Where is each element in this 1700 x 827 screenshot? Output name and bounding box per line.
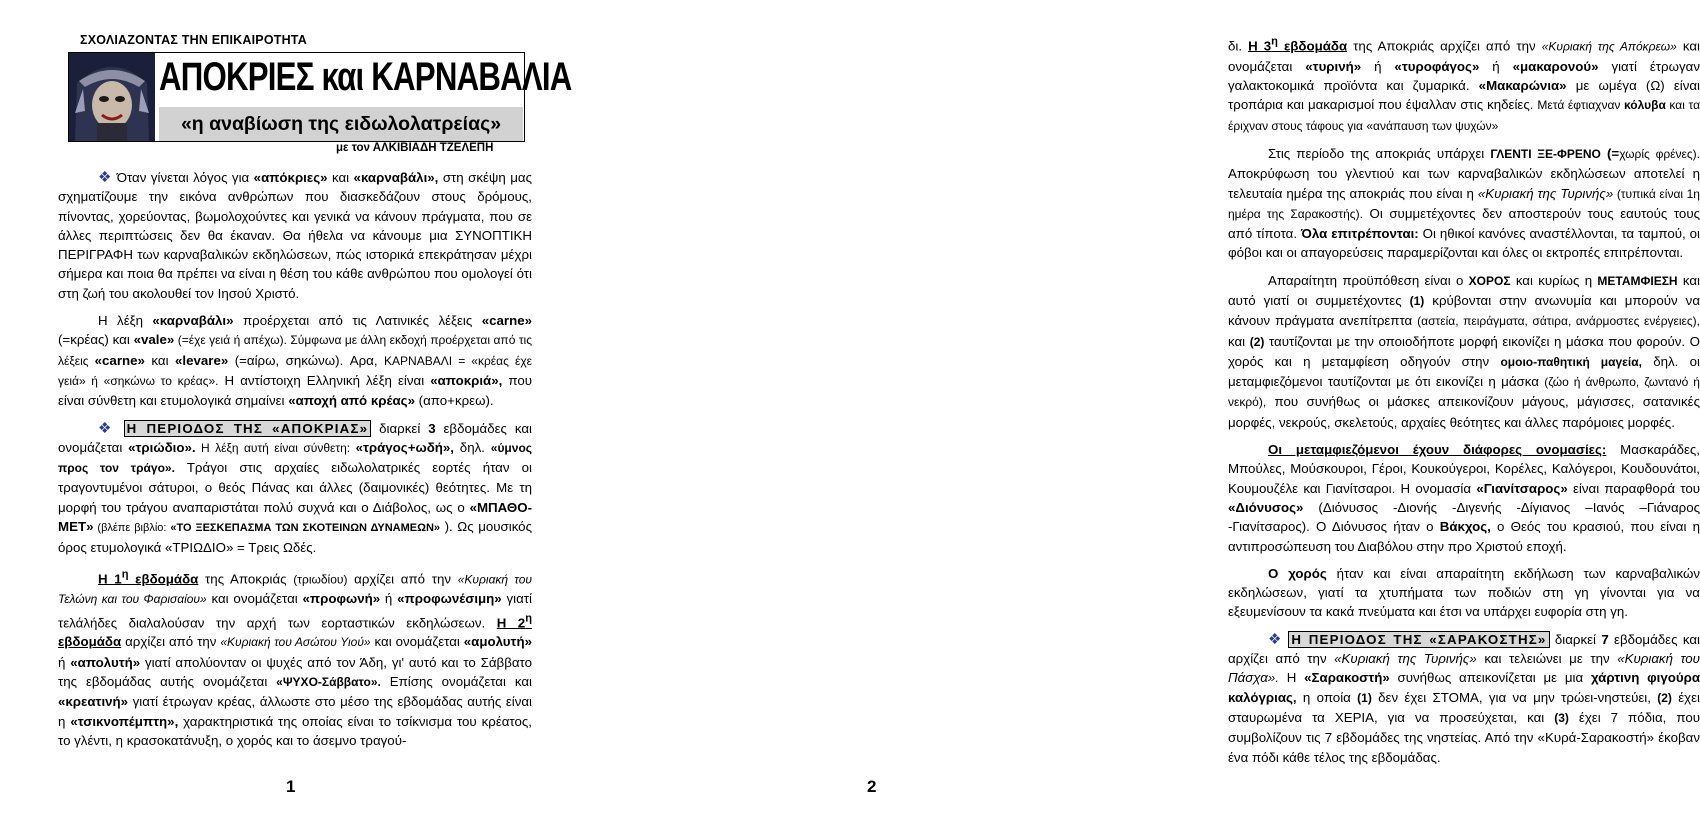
left-column [58, 168, 532, 758]
page-left [0, 0, 585, 827]
author-byline: με τον ΑΛΚΙΒΙΑΔΗ ΤΖΕΛΕΠΗ [336, 142, 494, 154]
carnival-mask-photo [69, 53, 155, 141]
paragraph-masquerade: Απαραίτητη προϋπόθεση είναι ο ΧΟΡΟΣ και κυρίως η ΜΕΤΑΜΦΙΕΣΗ και αυτό γιατί οι συμμετέχοντες (1) κρύβονται στην ανωνυμία και μπορούν να κάνουν πράγματα ανεπίτρεπτα (αστεία, πειράγματα, σάτιρα, ανάρμοστες ενέργειες), και (2) ταυτίζονται με την οποιοδήποτε μορφή εικονίζει η μάσκα που φορούν. Ο χορός και η μεταμφίεση οδηγούν στην ομοιο-παθητική μαγεία, δηλ. οι μεταμφιεζόμενοι ταυτίζονται με ότι εικονίζει η μάσκα (ζώο ή άνθρωπο, ζωντανό ή νεκρό), που συνήθως οι μάσκες απεικονίζουν μάγους, μάγισσες, σατανικές μορφές, νεκρούς, σκελετούς, αρχαίες θεότητες και άλλες παρόμοιες μορφές. [1228, 272, 1700, 430]
section-heading-sarakosti: Η ΠΕΡΙΟΔΟΣ ΤΗΣ «ΣΑΡΑΚΟΣΤΗΣ» [1288, 631, 1549, 648]
paragraph-dance: Ο χορός ήταν και είναι απαραίτητη εκδήλωση των καρναβαλικών εκδηλώσεων, γιατί τα χτυπήματα των ποδιών στη γη γίνονται για να εξευμενίσουν τα κακά πνεύματα και έτσι να υπάρχει ευφορία στη γη. [1228, 565, 1700, 620]
paragraph-names: Οι μεταμφιεζόμενοι έχουν διάφορες ονομασίες: Μασκαράδες, Μπούλες, Μούσκουροι, Γέροι, Κουκούγεροι, Κορέλες, Καλόγεροι, Κουδουνάτοι, Κουμουζέλε και Γιανίτσαροι. Η ονομασία «Γιανίτσαρος» είναι παραφθορά του «Διόνυσος» (Διόνυσος -Διονής -Διγενής -Δίγιανος –Ιανός –Γιάναρος -Γιανίτσαρος). Ο Διόνυσος ήταν ο Βάκχος, ο Θεός του κρασιού, που είναι η αντιπροσώπευση του Διαβόλου στην προ Χριστού εποχή. [1228, 442, 1700, 554]
paragraph-glenti: Στις περίοδο της αποκριάς υπάρχει ΓΛΕΝΤΙ ΞΕ-ΦΡΕΝΟ (=χωρίς φρένες). Αποκρύφωση του γλεντιού και των καρναβαλικών εκδηλώσεων αποτελεί η τελευταία ημέρα της αποκριάς που είναι η «Κυριακή της Τυρινής» (τυπικά είναι 1η ημέρα της Σαρακοστής). Οι συμμετέχοντες δεν αποστερούν τους εαυτούς τους από τίποτα. Όλα επιτρέπονται: Οι ηθικοί κανόνες αναστέλλονται, τα ταμπού, οι φόβοι και οι απαγορεύσεις παραμερίζονται και όλες οι εκτροπές επιτρέπονται. [1228, 145, 1700, 261]
page-subtitle: «η αναβίωση της ειδωλολατρείας» [159, 107, 523, 141]
diamond-bullet-icon: ❖ [98, 419, 116, 437]
paragraph-third-week: δι. Η $3^\eta$ εβδομάδα της Αποκριάς αρχίζει από την «Κυριακή της Απόκρεω» και ονομάζεται «τυρινή» ή «τυροφάγος» ή «μακαρονού» γιατί έτρωγαν γαλακτοκομικά προϊόντα και ζυμαρικά. «Μακαρώνια» με ωμέγα (Ω) είναι τροπάρια και μακαρισμοί που έψαλλαν στις κηδείες. Μετά έφτιαχναν κόλυβα και τα έριχναν στους τάφους για «ανάπαυση των ψυχών» [1228, 36, 1700, 133]
page-number: 2 [867, 777, 877, 796]
paragraph-weeks: Η $1^\eta$ εβδομάδα της Αποκριάς (τριωδίου) αρχίζει από την «Κυριακή του Τελώνη και του Φαρισαίου» και ονομάζεται «προφωνή» ή «προφωνέσιμη» γιατί τελάλήδες διαλαλούσαν την αρχή των εορταστικών εκδηλώσεων. Η $2^\eta$ εβδομάδα αρχίζει από την «Κυριακή του Ασώτου Υιού» και ονομάζεται «αμολυτή» ή «απολυτή» γιατί απολύονταν οι ψυχές από τον Άδη, γι' αυτό και το Σάββατο της εβδομάδας αυτής ονομάζεται «ΨΥΧΟ-Σάββατο». Επίσης ονομάζεται και «κρεατινή» γιατί έτρωγαν κρέας, άλλωστε στο μέσο της εβδομάδας αυτής είναι η «τσικνοπέμπτη», χαρακτηριστικά της οποίας είναι το τσίκνισμα του κρέατος, το γλέντι, η κρασοκατάνυξη, ο χορός και το άσεμνο τραγού- [58, 568, 532, 748]
page-number: 1 [286, 777, 296, 796]
paragraph-intro: ❖ Όταν γίνεται λόγος για «απόκριες» και «καρναβάλι», στη σκέψη μας σχηματίζουμε την εικόνα ανθρώπων που διασκεδάζουν στους δρόμους, πίνοντας, χορεύοντας, βωμολοχούντες και γενικά να κάνουν πράγματα, που σε άλλες περιπτώσεις δεν θα έκαναν. Θα ήθελα να κάνουμε μια ΣΥΝΟΠΤΙΚΗ ΠΕΡΙΓΡΑΦΗ των καρναβαλικών εκδηλώσεων, πώς ιστορικά επεκράτησαν μέχρι σήμερα και ποια θα πρέπει να είναι η θέση του κάθε ανθρώπου που ομολογεί ότι στη ζωή του ακολουθεί τον Ιησού Χριστό. [58, 169, 532, 301]
diamond-bullet-icon: ❖ [1268, 630, 1284, 648]
diamond-bullet-icon: ❖ [98, 169, 113, 186]
paragraph-sarakosti-period: ❖ Η ΠΕΡΙΟΔΟΣ ΤΗΣ «ΣΑΡΑΚΟΣΤΗΣ» διαρκεί 7 εβδομάδες και αρχίζει από την «Κυριακή της Τυρινής» και τελειώνει με την «Κυριακή του Πάσχα». Η «Σαρακοστή» συνήθως απεικονίζεται με μια χάρτινη φιγούρα καλόγριας, η οποία (1) δεν έχει ΣΤΟΜΑ, για να μην τρώει-νηστεύει, (2) έχει σταυρωμένα τα ΧΕΡΙΑ, για να προσεύχεται, και (3) έχει 7 πόδια, που συμβολίζουν τις 7 εβδομάδες της νηστείας. Από την «Κυρά-Σαρακοστή» έκοβαν ένα πόδι κάθε τέλος της εβδομάδας. [1228, 630, 1700, 765]
section-heading-apokria: Η ΠΕΡΙΟΔΟΣ ΤΗΣ «ΑΠΟΚΡΙΑΣ» [124, 420, 372, 437]
paragraph-apokria-period: ❖ Η ΠΕΡΙΟΔΟΣ ΤΗΣ «ΑΠΟΚΡΙΑΣ» διαρκεί 3 εβδομάδες και ονομάζεται «τριώδιο». Η λέξη αυτή είναι σύνθετη: «τράγος+ωδή», δηλ. «ύμνος προς τον τράγο». Τράγοι στις αρχαίες ειδωλολατρικές εορτές ήταν οι τραγοντυμένοι σάτυροι, ο θεός Πάνας και άλλες (δαιμονικές) θεότητες. Με τη μορφή του τράγου αναπαριστάται πολύ συχνά και ο Διάβολος, ως ο «ΜΠΑΘΟ-ΜΕΤ» (βλέπε βιβλίο: «ΤΟ ΞΕΣΚΕΠΑΣΜΑ ΤΩΝ ΣΚΟΤΕΙΝΩΝ ΔΥΝΑΜΕΩΝ» ). Ως μουσικός όρος ετυμολογικά «ΤΡΙΩΔΙΟ» = Τρεις Ωδές. [58, 419, 533, 556]
title-banner [68, 52, 572, 142]
section-kicker: ΣΧΟΛΙΑΖΟΝΤΑΣ ΤΗΝ ΕΠΙΚΑΙΡΟΤΗΤΑ [80, 33, 307, 47]
paragraph-etymology: Η λέξη «καρναβάλι» προέρχεται από τις Λατινικές λέξεις «carne» (=κρέας) και «vale» (=έχε γειά ή απέχω). Σύμφωνα με άλλη εκδοχή προέρχεται από τις λέξεις «carne» και «levare» (=αίρω, σηκώνω). Αρα, ΚΑΡΝΑΒΑΛΙ = «κρέας έχε γειά» ή «σηκώνω το κρέας». Η αντίστοιχη Ελληνική λέξη είναι «αποκριά», που είναι σύνθετη και ετυμολογικά σημαίνει «αποχή από κρέας» (απο+κρεω). [58, 313, 533, 409]
right-column [1228, 33, 1700, 775]
page-title: ΑΠΟΚΡΙΕΣ και ΚΑΡΝΑΒΑΛΙΑ [159, 55, 572, 99]
page-right [585, 0, 1700, 827]
